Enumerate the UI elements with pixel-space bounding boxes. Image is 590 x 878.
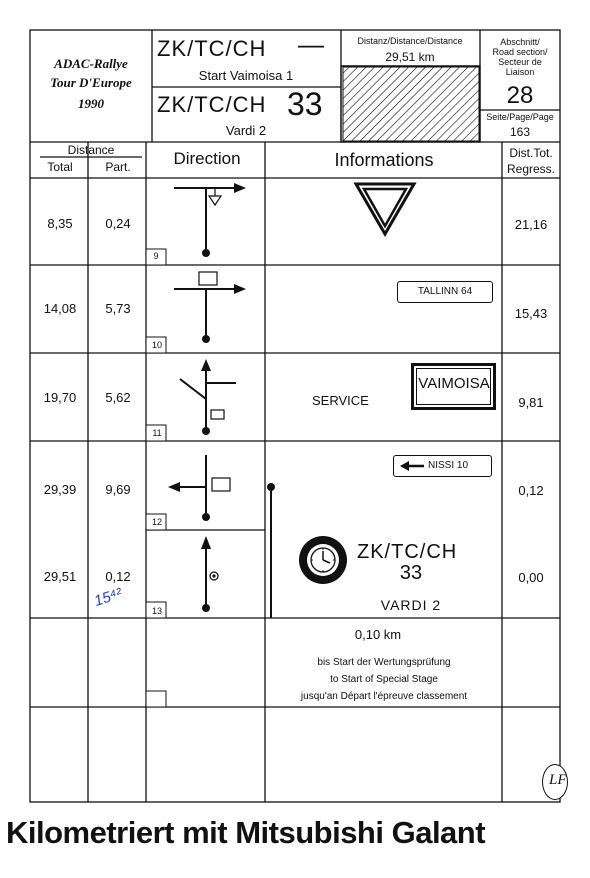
partial-distance: 0,12 [105, 569, 131, 584]
handwritten-time: 15⁴² [92, 585, 125, 610]
time-control-clock-icon [297, 534, 349, 586]
distance-value: 29,51 km [385, 50, 435, 64]
tulip-diagram-control-point-icon [146, 530, 265, 618]
row-number: 13 [151, 606, 163, 616]
distance-header: Distance [67, 143, 115, 157]
location-sign-vaimoisa [411, 363, 496, 410]
control-to-code: ZK/TC/CH [157, 92, 267, 117]
row-number: 10 [151, 340, 163, 350]
rally-year: 1990 [78, 96, 104, 111]
regress-distance: 21,16 [514, 217, 548, 232]
total-distance: 19,70 [43, 390, 77, 405]
control-from-number: — [298, 29, 324, 59]
tulip-diagram-junction-right-icon [146, 265, 265, 353]
regress-header: Regress. [506, 162, 556, 176]
section-label-3: Secteur de [498, 57, 542, 67]
regress-distance: 15,43 [514, 306, 548, 321]
rally-name-line2: Tour D'Europe [50, 75, 132, 90]
total-distance: 14,08 [43, 301, 77, 316]
control-name: VARDI 2 [380, 597, 442, 613]
total-distance: 8,35 [47, 216, 73, 231]
initials-text: LF [549, 772, 567, 788]
give-way-sign-icon [350, 180, 420, 240]
sign-text: VAIMOISA [418, 375, 490, 392]
total-distance: 29,39 [43, 482, 77, 497]
page-number: 163 [509, 125, 531, 139]
partial-distance: 5,62 [105, 390, 131, 405]
sign-text: NISSI 10 [428, 460, 469, 471]
row-number: 12 [151, 517, 163, 527]
regress-distance: 0,00 [518, 570, 544, 585]
to-name: Vardi 2 [225, 123, 267, 138]
regress-distance: 0,12 [518, 483, 544, 498]
arrow-left-icon [399, 460, 425, 472]
total-header: Total [47, 160, 73, 174]
footer-title: Kilometriert mit Mitsubishi Galant [6, 815, 486, 850]
stage-line-fr: jusqu'an Départ l'épreuve classement [300, 691, 468, 702]
tulip-diagram-straight-icon [146, 353, 265, 441]
control-code: ZK/TC/CH [357, 541, 458, 563]
tulip-diagram-junction-left-icon [146, 441, 265, 530]
start-name: Start Vaimoisa 1 [198, 68, 294, 83]
row-number: 9 [153, 251, 159, 261]
service-label: SERVICE [312, 393, 369, 408]
informations-header: Informations [334, 150, 434, 170]
row-number: 11 [152, 428, 162, 438]
tulip-diagram-junction-right-icon [146, 178, 265, 265]
rally-name-line1: ADAC-Rallye [54, 56, 128, 71]
section-label-4: Liaison [505, 67, 535, 77]
direction-header: Direction [173, 149, 241, 168]
distance-label: Distanz/Distance/Distance [357, 36, 463, 46]
dist-tot-header: Dist.Tot. [509, 146, 553, 160]
section-number: 28 [506, 82, 534, 109]
section-label-1: Abschnitt/ [500, 37, 540, 47]
stage-line-de: bis Start der Wertungsprüfung [317, 657, 451, 668]
control-from-code: ZK/TC/CH [157, 36, 267, 61]
control-number: 33 [399, 562, 423, 584]
total-distance: 29,51 [43, 569, 77, 584]
partial-distance: 9,69 [105, 482, 131, 497]
partial-distance: 5,73 [105, 301, 131, 316]
section-label-2: Road section/ [492, 47, 548, 57]
direction-sign-nissi [393, 455, 492, 477]
sign-text: TALLINN 64 [417, 286, 473, 297]
partial-header: Part. [105, 160, 131, 174]
page-label: Seite/Page/Page [486, 112, 554, 122]
control-line-icon [265, 480, 279, 620]
partial-distance: 0,24 [105, 216, 131, 231]
stage-line-en: to Start of Special Stage [330, 674, 438, 685]
control-to-number: 33 [287, 86, 323, 122]
initials-stamp [542, 764, 568, 800]
regress-distance: 9,81 [518, 395, 544, 410]
stage-distance: 0,10 km [354, 627, 402, 642]
direction-sign-tallinn [397, 281, 493, 303]
